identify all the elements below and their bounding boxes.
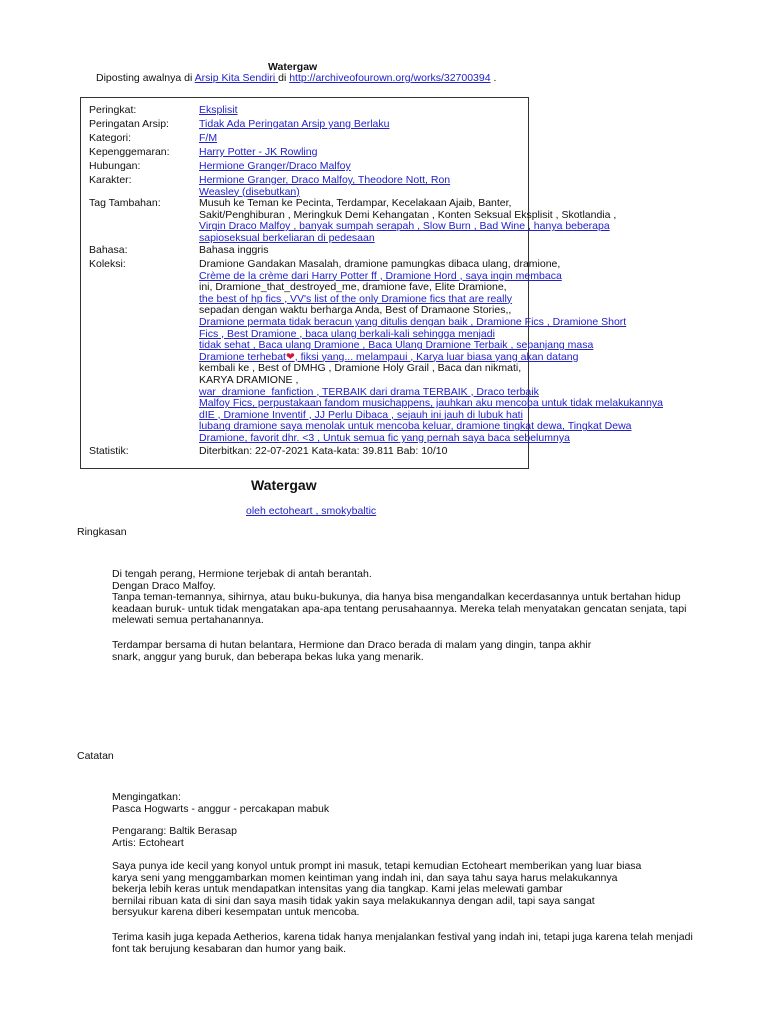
- collection-line[interactable]: dIE , Dramione Inventif , JJ Perlu Dibaca , sejauh ini jauh di lubuk hati: [199, 408, 523, 421]
- collections-label: Koleksi:: [89, 258, 126, 270]
- tag-line[interactable]: Sakit/Penghiburan , Meringkuk Demi Kehangatan , Konten Seksual Eksplisit , Skotlandia ,: [199, 208, 617, 221]
- relationship-link[interactable]: Hermione Granger/Draco Malfoy: [199, 160, 351, 172]
- collection-line[interactable]: Dramione Gandakan Masalah, dramione pamungkas dibaca ulang, dramione,: [199, 258, 561, 270]
- summary-paragraph: [112, 640, 732, 663]
- collection-line[interactable]: tidak sehat , Baca ulang Dramione , Baca Ulang Dramione Terbaik , sepanjang masa: [199, 339, 594, 352]
- summary-line: Tanpa teman-temannya, sihirnya, atau buku-bukunya, dia hanya bisa mengandalkan kecerdasannya untuk bertahan hidup: [112, 591, 681, 604]
- collection-line[interactable]: ini, Dramione_that_destroyed_me, dramione fave, Elite Dramione,: [199, 281, 507, 294]
- posted-prefix: Diposting awalnya di: [96, 72, 195, 84]
- summary-paragraph: [112, 569, 732, 627]
- relationship-label: Hubungan:: [89, 160, 141, 172]
- collection-line[interactable]: kembali ke , Best of DMHG , Dramione Holy Grail , Baca dan nikmati,: [199, 362, 522, 375]
- rating-link[interactable]: Eksplisit: [199, 104, 238, 116]
- notes-paragraph: [112, 932, 732, 955]
- collection-line[interactable]: war_dramione_fanfiction , TERBAIK dari drama TERBAIK , Draco terbaik: [199, 385, 539, 398]
- collection-line[interactable]: Malfoy Fics, perpustakaan fandom musichappens, jauhkan aku mencoba untuk tidak melakukannya: [199, 397, 664, 410]
- collection-line[interactable]: Dramione permata tidak beracun yang ditulis dengan baik , Dramione Fics , Dramione Short: [199, 315, 627, 328]
- category-label: Kategori:: [89, 132, 132, 144]
- character-link[interactable]: Weasley (disebutkan): [199, 185, 300, 198]
- notes-paragraph: [112, 826, 732, 849]
- language-value: Bahasa inggris: [199, 244, 269, 256]
- language-label: Bahasa:: [89, 244, 128, 256]
- tag-line[interactable]: sapioseksual berkeliaran di pedesaan: [199, 231, 375, 244]
- work-title: Watergaw: [251, 477, 317, 493]
- notes-line: bersyukur karena diberi kesempatan untuk mencoba.: [112, 906, 360, 919]
- notes-paragraph: [112, 792, 732, 815]
- collection-line[interactable]: Crème de la crème dari Harry Potter ff , Dramione Hord , saya ingin membaca: [199, 269, 562, 282]
- byline-prefix: oleh: [246, 505, 269, 517]
- summary-line: Di tengah perang, Hermione terjebak di antah berantah.: [112, 568, 372, 580]
- fandom-label: Kepenggemaran:: [89, 146, 170, 158]
- notes-line: bekerja lebih keras untuk mendapatkan intensitas yang dia tangkap. Kami jelas melewati gambar: [112, 883, 563, 896]
- posted-line: [96, 73, 496, 85]
- notes-line: Artis: Ectoheart: [112, 836, 184, 849]
- warning-label: Peringatan Arsip:: [89, 118, 169, 130]
- tag-line[interactable]: Virgin Draco Malfoy , banyak sumpah serapah , Slow Burn , Bad Wine , hanya beberapa: [199, 220, 610, 233]
- byline: [246, 506, 376, 518]
- collection-line[interactable]: KARYA DRAMIONE ,: [199, 373, 299, 386]
- tag-line[interactable]: Musuh ke Teman ke Pecinta, Terdampar, Kecelakaan Ajaib, Banter,: [199, 197, 512, 209]
- document-title: Watergaw: [268, 61, 318, 73]
- notes-paragraph: [112, 861, 732, 919]
- characters-label: Karakter:: [89, 174, 132, 186]
- collection-line[interactable]: lubang dramione saya menolak untuk mencoba keluar, dramione tingkat dewa, Tingkat Dewa: [199, 420, 632, 433]
- posted-mid: di: [278, 72, 290, 84]
- work-url-link[interactable]: http://archiveofourown.org/works/32700394: [289, 72, 491, 84]
- summary-heading: Ringkasan: [77, 526, 127, 538]
- notes-heading: Catatan: [77, 750, 114, 762]
- notes-line: Terima kasih juga kepada Aetherios, karena tidak hanya menjalankan festival yang indah ini, tetapi juga karena telah menjadi: [112, 931, 693, 943]
- collection-text[interactable]: Dramione terhebat: [199, 350, 286, 363]
- author-link[interactable]: ectoheart , smokybaltic: [268, 505, 377, 517]
- summary-line: melewati semua pertahanannya.: [112, 614, 264, 627]
- notes-line: font tak berujung kesabaran dan humor yang baik.: [112, 942, 347, 955]
- summary-line: snark, anggur yang buruk, dan beberapa bekas luka yang menarik.: [112, 650, 424, 663]
- notes-line: Mengingatkan:: [112, 791, 181, 803]
- fandom-link[interactable]: Harry Potter - JK Rowling: [199, 146, 318, 158]
- notes-line: Pasca Hogwarts - anggur - percakapan mabuk: [112, 802, 330, 815]
- collection-line[interactable]: Fics , Best Dramione , baca ulang berkali-kali sehingga menjadi: [199, 327, 495, 340]
- summary-line: keadaan buruk- untuk tidak mengatakan apa-apa tentang perusahaannya. Mereka telah menyatakan gencatan senjata, tapi: [112, 602, 687, 615]
- character-link[interactable]: Hermione Granger, Draco Malfoy, Theodore Nott, Ron: [199, 174, 451, 186]
- metadata-box: [80, 97, 664, 469]
- rating-label: Peringkat:: [89, 104, 137, 116]
- notes-line: Pengarang: Baltik Berasap: [112, 825, 237, 837]
- tags-label: Tag Tambahan:: [89, 197, 161, 209]
- heart-icon: ❤: [285, 350, 295, 363]
- notes-line: Saya punya ide kecil yang konyol untuk prompt ini masuk, tetapi kemudian Ectoheart memberikan yang luar biasa: [112, 860, 642, 872]
- archive-link[interactable]: Arsip Kita Sendiri: [194, 72, 279, 84]
- collection-text[interactable]: , fiksi yang... melampaui , Karya luar biasa yang akan datang: [294, 350, 579, 363]
- collection-line[interactable]: Dramione, favorit dhr. <3 , Untuk semua fic yang pernah saya baca sebelumnya: [199, 431, 570, 444]
- summary-line: Dengan Draco Malfoy.: [112, 579, 216, 592]
- category-link[interactable]: F/M: [199, 132, 218, 144]
- summary-line: Terdampar bersama di hutan belantara, Hermione dan Draco berada di malam yang dingin, tanpa akhir: [112, 639, 592, 651]
- stats-label: Statistik:: [89, 445, 129, 457]
- posted-suffix: .: [490, 72, 497, 84]
- notes-line: bernilai ribuan kata di sini dan saya masih tidak yakin saya melakukannya dengan adil, tapi saya sangat: [112, 894, 595, 907]
- warning-link[interactable]: Tidak Ada Peringatan Arsip yang Berlaku: [199, 118, 390, 130]
- collection-line[interactable]: the best of hp fics , VV's list of the only Dramione fics that are really: [199, 292, 513, 305]
- notes-line: karya seni yang menggambarkan momen keintiman yang indah ini, dan saya tahu saya harus melakukannya: [112, 871, 618, 884]
- collection-line[interactable]: sepadan dengan waktu berharga Anda, Best of Dramaone Stories,,: [199, 304, 512, 317]
- stats-value: Diterbitkan: 22-07-2021 Kata-kata: 39.811 Bab: 10/10: [199, 445, 448, 457]
